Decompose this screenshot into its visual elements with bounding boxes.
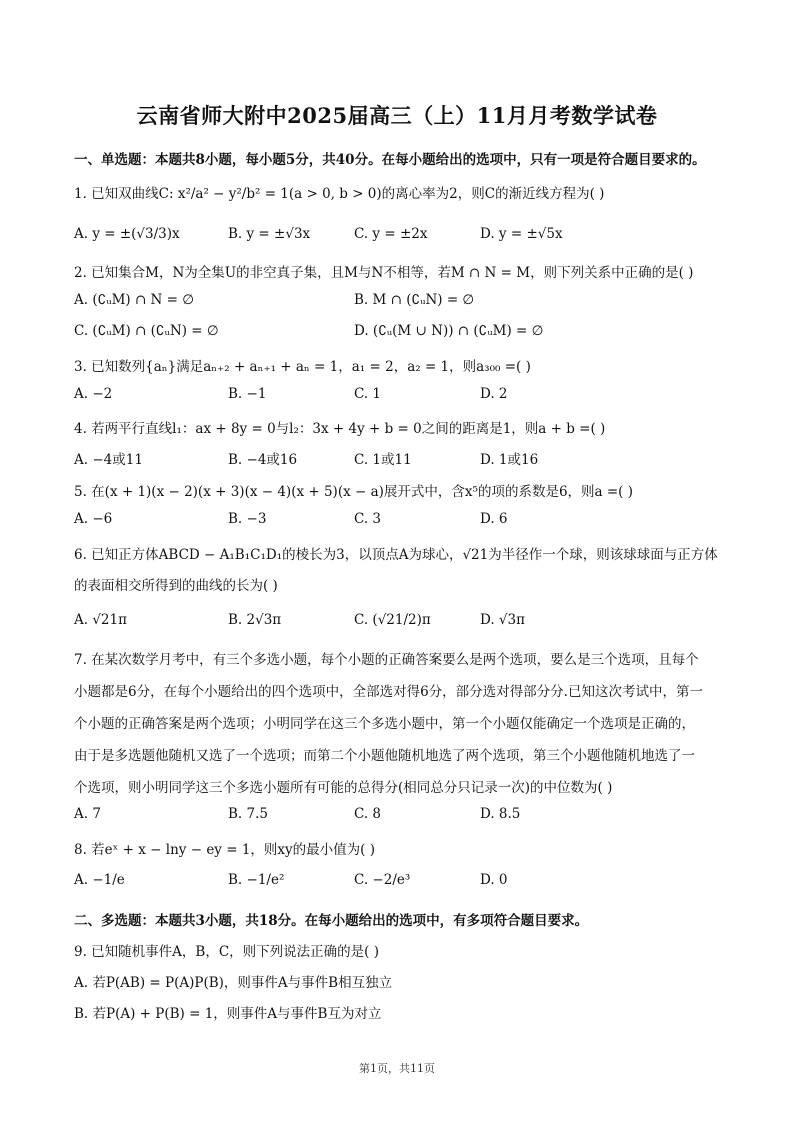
question-1-stem: 1. 已知双曲线C: x²/a² − y²/b² = 1(a > 0, b > 0)的离心率为2，则C的渐近线方程为( ) [74, 186, 605, 202]
question-3-option-b: B. −1 [228, 386, 267, 402]
question-6-option-a: A. √21π [74, 612, 127, 628]
question-9-option-b: B. 若P(A) + P(B) = 1，则事件A与事件B互为对立 [74, 1006, 382, 1022]
question-3-option-c: C. 1 [354, 386, 382, 402]
question-1-option-a: A. y = ±(√3/3)x [74, 226, 180, 242]
page-title: 云南省师大附中2025届高三（上）11月月考数学试卷 [136, 103, 658, 128]
question-1-option-b: B. y = ±√3x [228, 226, 311, 242]
question-6-option-c: C. (√21/2)π [354, 612, 431, 628]
question-4-option-b: B. −4或16 [228, 452, 298, 468]
question-5-option-d: D. 6 [480, 511, 508, 527]
question-6-option-b: B. 2√3π [228, 612, 282, 628]
question-4-stem: 4. 若两平行直线l₁：ax + 8y = 0与l₂：3x + 4y + b = 0之间的距离是1，则a + b =( ) [74, 421, 606, 437]
question-7-stem-line-4: 由于是多选题他随机又选了一个选项；而第二个小题他随机地选了两个选项，第三个小题他随机地选了一 [74, 748, 695, 764]
question-6-stem-line-2: 的表面相交所得到的曲线的长为( ) [74, 578, 278, 594]
question-7-stem-line-1: 7. 在某次数学月考中，有三个多选小题，每个小题的正确答案要么是两个选项，要么是三个选项，且每个 [74, 652, 699, 668]
question-4-option-a: A. −4或11 [74, 452, 143, 468]
question-5-option-a: A. −6 [74, 511, 113, 527]
question-2-option-c: C. (∁ᵤM) ∩ (∁ᵤN) = ∅ [74, 323, 219, 339]
section-heading-multiple-choice: 二、多选题：本题共3小题，共18分。在每小题给出的选项中，有多项符合题目要求。 [74, 913, 589, 929]
question-7-stem-line-3: 个小题的正确答案是两个选项；小明同学在这三个多选小题中，第一个小题仅能确定一个选项是正确的， [74, 716, 695, 732]
question-8-option-d: D. 0 [480, 872, 508, 888]
question-7-option-b: B. 7.5 [228, 806, 268, 822]
question-7-option-a: A. 7 [74, 806, 101, 822]
question-2-stem: 2. 已知集合M，N为全集U的非空真子集，且M与N不相等，若M ∩ N = M，则下列关系中正确的是( ) [74, 265, 694, 281]
question-5-stem: 5. 在(x + 1)(x − 2)(x + 3)(x − 4)(x + 5)(x − a)展开式中，含x⁵的项的系数是6，则a =( ) [74, 484, 634, 500]
question-3-option-d: D. 2 [480, 386, 508, 402]
question-9-stem: 9. 已知随机事件A，B，C，则下列说法正确的是( ) [74, 944, 379, 960]
question-7-option-c: C. 8 [354, 806, 382, 822]
question-6-stem-line-1: 6. 已知正方体ABCD − A₁B₁C₁D₁的棱长为3，以顶点A为球心，√21为半径作一个球，则该球球面与正方体 [74, 547, 718, 563]
question-4-option-c: C. 1或11 [354, 452, 412, 468]
question-7-option-d: D. 8.5 [480, 806, 521, 822]
question-6-option-d: D. √3π [480, 612, 525, 628]
question-1-option-c: C. y = ±2x [354, 226, 428, 242]
page-footer: 第1页，共11页 [359, 1062, 435, 1075]
question-8-stem: 8. 若eˣ + x − lny − ey = 1，则xy的最小值为( ) [74, 842, 375, 858]
question-5-option-c: C. 3 [354, 511, 382, 527]
question-2-option-b: B. M ∩ (∁ᵤN) = ∅ [354, 292, 475, 308]
section-heading-single-choice: 一、单选题：本题共8小题，每小题5分，共40分。在每小题给出的选项中，只有一项是符合题目要求的。 [74, 152, 706, 168]
question-5-option-b: B. −3 [228, 511, 267, 527]
question-4-option-d: D. 1或16 [480, 452, 539, 468]
question-2-option-a: A. (∁ᵤM) ∩ N = ∅ [74, 292, 195, 308]
question-7-stem-line-5: 个选项，则小明同学这三个多选小题所有可能的总得分(相同总分只记录一次)的中位数为( ) [74, 780, 613, 796]
question-9-option-a: A. 若P(AB) = P(A)P(B)，则事件A与事件B相互独立 [74, 975, 393, 991]
question-8-option-b: B. −1/e² [228, 872, 285, 888]
question-8-option-a: A. −1/e [74, 872, 125, 888]
question-1-option-d: D. y = ±√5x [480, 226, 563, 242]
question-3-stem: 3. 已知数列{aₙ}满足aₙ₊₂ + aₙ₊₁ + aₙ = 1，a₁ = 2，a₂ = 1，则a₃₀₀ =( ) [74, 359, 531, 375]
question-2-option-d: D. (∁ᵤ(M ∪ N)) ∩ (∁ᵤM) = ∅ [354, 323, 544, 339]
question-3-option-a: A. −2 [74, 386, 113, 402]
question-8-option-c: C. −2/e³ [354, 872, 411, 888]
question-7-stem-line-2: 小题都是6分，在每个小题给出的四个选项中，全部选对得6分，部分选对得部分分.已知这次考试中，第一 [74, 684, 703, 700]
